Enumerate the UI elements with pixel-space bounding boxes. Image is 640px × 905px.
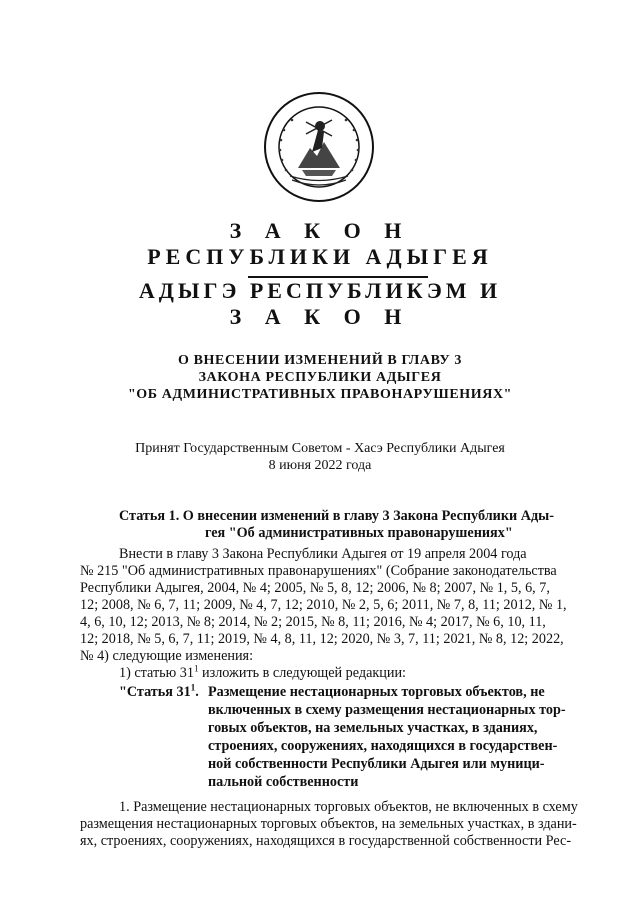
law-subject-line: ЗАКОНА РЕСПУБЛИКИ АДЫГЕЯ	[198, 370, 442, 385]
new-article-title-line: строениях, сооружениях, находящихся в государствен-	[208, 738, 558, 754]
article-text-line: 4, 6, 10, 12; 2013, № 8; 2014, № 2; 2015, № 8, 11; 2016, № 4; 2017, № 6, 10, 11,	[80, 614, 546, 630]
adoption-statement: Принят Государственным Советом - Хасэ Республики Адыгея	[135, 441, 505, 456]
new-article-label-text: .	[195, 684, 199, 700]
article-text-line: размещения нестационарных торговых объектов, на земельных участках, в здани-	[80, 816, 577, 832]
article-text-line: Внести в главу 3 Закона Республики Адыгея от 19 апреля 2004 года	[119, 546, 527, 562]
article-text-line: Республики Адыгея, 2004, № 4; 2005, № 5, 8, 12; 2006, № 8; 2007, № 1, 5, 6, 7,	[80, 580, 550, 596]
law-title-ady: З А К О Н	[229, 304, 411, 329]
new-article-title-line: ной собственности Республики Адыгея или муници-	[208, 756, 545, 772]
republic-title-ru: РЕСПУБЛИКИ АДЫГЕЯ	[147, 244, 493, 269]
new-article-title-line: Размещение нестационарных торговых объектов, не	[208, 684, 545, 700]
article-text-line: 12; 2018, № 5, 6, 7, 11; 2019, № 4, 8, 11, 12; 2020, № 3, 7, 11; 2021, № 8, 12; 2022,	[80, 631, 564, 647]
amendment-item-text: 1) статью 31	[119, 665, 194, 681]
new-article-label	[119, 684, 199, 700]
article-text-line: 1. Размещение нестационарных торговых объектов, не включенных в схему	[119, 799, 578, 815]
new-article-title-line: включенных в схему размещения нестационарных тор-	[208, 702, 566, 718]
law-subject-line: "ОБ АДМИНИСТРАТИВНЫХ ПРАВОНАРУШЕНИЯХ"	[127, 387, 513, 402]
article-text-line: № 215 "Об административных правонарушениях" (Собрание законодательства	[80, 563, 557, 579]
republic-title-ady: АДЫГЭ РЕСПУБЛИКЭМ И	[138, 278, 502, 303]
law-subject-line: О ВНЕСЕНИИ ИЗМЕНЕНИЙ В ГЛАВУ 3	[178, 353, 462, 368]
new-article-title-line: пальной собственности	[208, 774, 359, 790]
adoption-date: 8 июня 2022 года	[268, 458, 372, 473]
new-article-label-text: "Статья 31	[119, 684, 191, 700]
amendment-item	[119, 665, 406, 681]
article-heading: Статья 1. О внесении изменений в главу 3 Закона Республики Ады-	[119, 508, 554, 524]
article-text-line: ях, строениях, сооружениях, находящихся в государственной собственности Рес-	[80, 833, 572, 849]
law-title-ru: З А К О Н	[229, 218, 411, 243]
superscript: 1	[190, 682, 196, 693]
article-heading: гея "Об административных правонарушениях"	[205, 525, 513, 541]
article-text-line: 12; 2008, № 6, 7, 11; 2009, № 4, 7, 12; 2010, № 2, 5, 6; 2011, № 7, 8, 11; 2012, № 1,	[80, 597, 567, 613]
new-article-title-line: говых объектов, на земельных участках, в зданиях,	[208, 720, 538, 736]
amendment-item-text: изложить в следующей редакции:	[198, 665, 406, 681]
article-text-line: № 4) следующие изменения:	[80, 648, 254, 664]
superscript: 1	[193, 663, 199, 674]
coat-of-arms-emblem	[262, 90, 376, 204]
